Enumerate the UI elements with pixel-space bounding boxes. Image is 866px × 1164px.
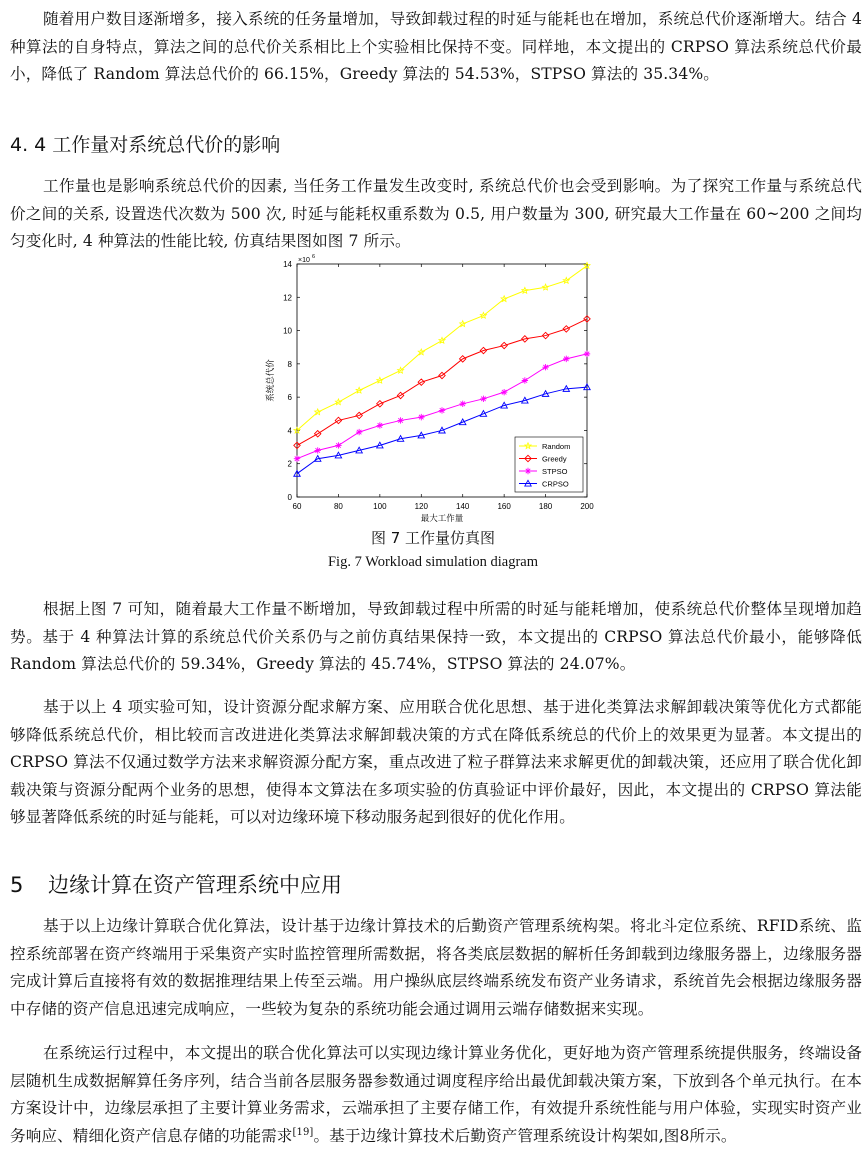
paragraph-3: 根据上图 7 可知，随着最大工作量不断增加，导致卸载过程中所需的时延与能耗增加，使系统总代价整体呈现增加趋势。基于 4 种算法计算的系统总代价关系仍与之前仿真结果保持一致，本文提出的 CRPSO 算法总代价最小，能够降低 Random 算法总代价的 59.34%，Greedy 算法的 45.74%，STPSO 算法的 24.07%。	[10, 600, 862, 673]
paragraph-6	[10, 1040, 862, 1150]
data-point-stpso	[418, 414, 424, 420]
citation-19: [19]	[292, 1126, 314, 1138]
x-tick-label: 100	[373, 502, 387, 511]
paragraph-6-tail: 。基于边缘计算技术后勤资产管理系统设计构架如,图8所示。	[313, 1126, 737, 1145]
workload-chart	[262, 252, 602, 526]
x-tick-label: 120	[414, 502, 428, 511]
y-multiplier: ×10	[298, 257, 310, 264]
y-tick-label: 0	[287, 493, 292, 502]
data-point-stpso	[563, 356, 569, 362]
y-tick-label: 2	[287, 459, 292, 469]
data-point-stpso	[335, 442, 341, 448]
legend-label-stpso: STPSO	[542, 467, 568, 476]
legend-label-random: Random	[542, 442, 571, 451]
section-title: 边缘计算在资产管理系统中应用	[48, 873, 342, 897]
y-tick-label: 4	[287, 426, 292, 436]
y-multiplier-exponent: 6	[312, 254, 316, 260]
legend-label-greedy: Greedy	[542, 454, 567, 464]
y-tick-label: 14	[283, 260, 292, 269]
data-point-stpso	[294, 456, 300, 462]
data-point-stpso	[501, 389, 507, 395]
data-point-stpso	[460, 401, 466, 407]
data-point-stpso	[397, 417, 403, 423]
x-tick-label: 160	[497, 502, 511, 511]
data-point-stpso	[356, 429, 362, 435]
data-point-stpso	[377, 422, 383, 428]
legend-label-crpso: CRPSO	[542, 479, 569, 489]
x-tick-label: 60	[292, 502, 302, 511]
data-point-stpso	[542, 364, 548, 370]
data-point-stpso	[584, 351, 590, 357]
data-point-stpso	[439, 407, 445, 413]
paragraph-6-main: 在系统运行过程中，本文提出的联合优化算法可以实现边缘计算业务优化，更好地为资产管理系统提供服务，终端设备层随机生成数据解算任务序列，结合当前各层服务器参数通过调度程序给出最优卸载决策方案，下放到各个单元执行。在本方案设计中，边缘层承担了主要计算业务需求，云端承担了主要存储工作，有效提升系统性能与用户体验，实现实时资产业务响应、精细化资产信息存储的功能需求	[10, 1044, 862, 1145]
x-tick-label: 180	[538, 502, 553, 511]
y-tick-label: 10	[283, 326, 292, 336]
y-tick-label: 6	[287, 393, 292, 403]
paragraph-5: 基于以上边缘计算联合优化算法，设计基于边缘计算技术的后勤资产管理系统构架。将北斗定位系统、RFID系统、监控系统部署在资产终端用于采集资产实时监控管理所需数据，将各类底层数据的解析任务卸载到边缘服务器上，边缘服务器完成计算后直接将有效的数据推理结果上传至云端。用户操纵底层终端系统发布资产业务请求，系统首先会根据边缘服务器中存储的资产信息迅速完成响应，一些较为复杂的系统功能会通过调用云端存储数据来实现。	[10, 917, 862, 1018]
figure-caption-cn: 图 7 工作量仿真图	[370, 529, 496, 547]
workload-chart-svg	[262, 252, 602, 526]
data-point-stpso	[522, 377, 528, 383]
paragraph-1: 随着用户数目逐渐增多，接入系统的任务量增加，导致卸载过程的时延与能耗也在增加，系统总代价逐渐增大。结合 4 种算法的自身特点，算法之间的总代价关系相比上个实验相比保持不变。同样地，本文提出的 CRPSO 算法系统总代价最小，降低了 Random 算法总代价的 66.15%，Greedy 算法的 54.53%，STPSO 算法的 35.34%。	[10, 10, 862, 83]
section-heading-5	[10, 869, 342, 899]
data-point-stpso	[480, 396, 486, 402]
section-heading-4-4: 4. 4 工作量对系统总代价的影响	[10, 134, 281, 156]
section-number: 5	[10, 873, 24, 897]
x-tick-label: 200	[580, 502, 594, 511]
figure-caption-en: Fig. 7 Workload simulation diagram	[327, 554, 538, 570]
x-axis-label: 最大工作量	[420, 514, 464, 524]
x-tick-label: 80	[333, 502, 343, 511]
y-tick-label: 8	[287, 359, 292, 369]
y-axis-label: 系统总代价	[266, 359, 276, 402]
y-tick-label: 12	[283, 293, 292, 303]
x-tick-label: 140	[456, 502, 470, 511]
data-point-stpso	[315, 447, 321, 453]
paragraph-4: 基于以上 4 项实验可知，设计资源分配求解方案、应用联合优化思想、基于进化类算法求解卸载决策等优化方式都能够降低系统总代价，相比较而言改进进化类算法求解卸载决策的方式在降低系统总的代价上的效果更为显著。本文提出的 CRPSO 算法不仅通过数学方法来求解资源分配方案，重点改进了粒子群算法来求解更优的卸载决策，还应用了联合优化卸载决策与资源分配两个业务的思想，使得本文算法在多项实验的仿真验证中评价最好，因此，本文提出的 CRPSO 算法能够显著降低系统的时延与能耗，可以对边缘环境下移动服务起到很好的优化作用。	[10, 698, 862, 826]
paragraph-2: 工作量也是影响系统总代价的因素, 当任务工作量发生改变时, 系统总代价也会受到影响。为了探究工作量与系统总代价之间的关系, 设置迭代次数为 500 次, 时延与能耗权重系数为 0.5, 用户数量为 300, 研究最大工作量在 60~200 之间均匀变化时, 4 种算法的性能比较, 仿真结果图如图 7 所示。	[10, 177, 862, 250]
